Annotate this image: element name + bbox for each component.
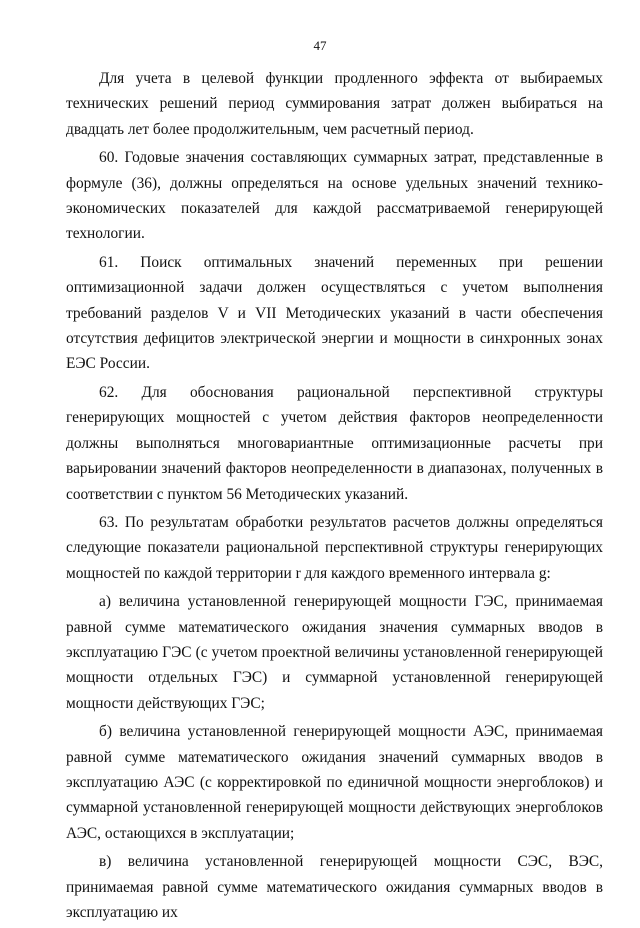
document-body <box>66 66 603 928</box>
paragraph-61: 61. Поиск оптимальных значений переменных при решении оптимизационной задачи должен осуществляться с учетом выполнения требований разделов V и VII Методических указаний в части обеспечения отсутствия дефицитов электрической энергии и мощности в синхронных зонах ЕЭС России. <box>66 253 603 373</box>
list-item-c: в) величина установленной генерирующей мощности СЭС, ВЭС, принимаемая равной сумме математического ожидания суммарных вводов в эксплуатацию их <box>66 853 603 921</box>
page-number: 47 <box>313 38 327 53</box>
list-item-a: а) величина установленной генерирующей мощности ГЭС, принимаемая равной сумме математического ожидания значения суммарных вводов в эксплуатацию ГЭС (с учетом проектной величины установленной генерирующей мощности отдельных ГЭС) и суммарной установленной генерирующей мощности действующих ГЭС; <box>66 593 603 712</box>
paragraph-target-function: Для учета в целевой функции продленного эффекта от выбираемых технических решений период суммирования затрат должен выбираться на двадцать лет более продолжительным, чем расчетный период. <box>66 70 603 138</box>
paragraph-60: 60. Годовые значения составляющих суммарных затрат, представленные в формуле (36), должны определяться на основе удельных значений технико-экономических показателей для каждой рассматриваемой генерирующей технологии. <box>66 149 603 243</box>
paragraph-62: 62. Для обоснования рациональной перспективной структуры генерирующих мощностей с учетом действия факторов неопределенности должны выполняться многовариантные оптимизационные расчеты при варьировании значений факторов неопределенности в диапазонах, полученных в соответствии с пунктом 56 Методических указаний. <box>66 383 603 503</box>
list-item-b: б) величина установленной генерирующей мощности АЭС, принимаемая равной сумме математического ожидания значений суммарных вводов в эксплуатацию АЭС (с корректировкой по единичной мощности энергоблоков) и суммарной установленной генерирующей мощности действующих энергоблоков АЭС, остающихся в эксплуатации; <box>66 723 603 842</box>
paragraph-63: 63. По результатам обработки результатов расчетов должны определяться следующие показатели рациональной перспективной структуры генерирующих мощностей по каждой территории r для каждого временного интервала g: <box>66 513 603 582</box>
